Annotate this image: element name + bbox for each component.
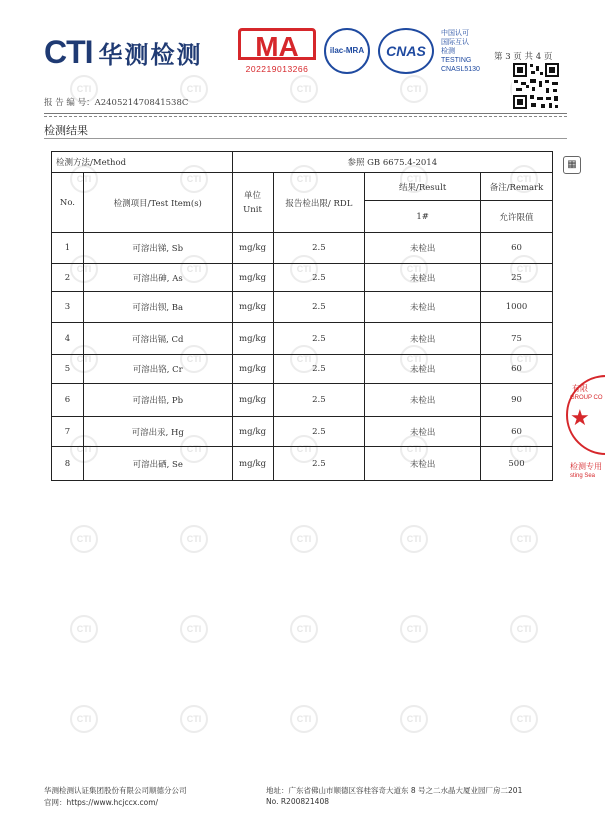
seal-text: GROUP CO	[570, 395, 603, 401]
cell-result: 未检出	[365, 264, 481, 292]
seal-text: 检测专用	[570, 462, 602, 471]
cell-item: 可溶出汞, Hg	[83, 417, 232, 447]
watermark-logo-icon: CTI	[70, 165, 98, 193]
cell-rdl: 2.5	[273, 233, 365, 264]
watermark-logo-icon: CTI	[400, 345, 428, 373]
header-result-sample: 1#	[365, 201, 481, 233]
cell-remark: 500	[481, 447, 553, 481]
section-title: 检测结果	[44, 124, 88, 137]
footer-website[interactable]: 官网：https://www.hcjccx.com/	[44, 798, 159, 807]
watermark-logo-icon: CTI	[180, 615, 208, 643]
cell-unit: mg/kg	[232, 233, 273, 264]
watermark-logo-icon: CTI	[510, 615, 538, 643]
watermark-logo-icon: CTI	[290, 345, 318, 373]
watermark-logo-icon: CTI	[180, 165, 208, 193]
method-value: 参照 GB 6675.4-2014	[232, 152, 552, 173]
table-header-row	[52, 173, 553, 201]
cell-no: 1	[52, 233, 84, 264]
watermark-logo-icon: CTI	[70, 75, 98, 103]
header-no: No.	[52, 173, 84, 233]
watermark-logo-icon: CTI	[180, 255, 208, 283]
table-row	[52, 447, 553, 481]
cell-no: 8	[52, 447, 84, 481]
method-label: 检测方法/Method	[52, 152, 233, 173]
cell-remark: 75	[481, 323, 553, 355]
watermark-logo-icon: CTI	[290, 435, 318, 463]
header-item: 检测项目/Test Item(s)	[83, 173, 232, 233]
watermark-logo-icon: CTI	[510, 705, 538, 733]
watermark-logo-icon: CTI	[400, 525, 428, 553]
header-divider-dashed	[44, 116, 567, 117]
cell-item: 可溶出硒, Se	[83, 447, 232, 481]
header-remark: 备注/Remark	[481, 173, 553, 201]
cell-result: 未检出	[365, 417, 481, 447]
watermark-logo-icon: CTI	[70, 255, 98, 283]
company-seal	[566, 375, 605, 479]
cell-item: 可溶出钡, Ba	[83, 292, 232, 323]
cnas-accreditation-text	[441, 29, 480, 74]
cell-rdl: 2.5	[273, 447, 365, 481]
cnas-logo: CNAS	[378, 28, 434, 74]
watermark-logo-icon: CTI	[70, 525, 98, 553]
cell-unit: mg/kg	[232, 292, 273, 323]
cnas-line: CNASL5130	[441, 66, 480, 73]
cell-result: 未检出	[365, 355, 481, 384]
cell-no: 7	[52, 417, 84, 447]
cell-unit: mg/kg	[232, 323, 273, 355]
cell-remark: 90	[481, 384, 553, 417]
cell-remark: 60	[481, 417, 553, 447]
table-row	[52, 233, 553, 264]
cell-unit: mg/kg	[232, 264, 273, 292]
header-unit: 单位 Unit	[232, 173, 273, 233]
cnas-line: 检测	[441, 48, 455, 55]
watermark-logo-icon: CTI	[180, 345, 208, 373]
footer-address: 地址：广东省佛山市顺德区容桂容奇大道东 8 号之二水晶大厦业园厂房二201	[266, 786, 523, 795]
cell-rdl: 2.5	[273, 292, 365, 323]
watermark-logo-icon: CTI	[70, 705, 98, 733]
cell-result: 未检出	[365, 233, 481, 264]
cnas-line: 国际互认	[441, 39, 469, 46]
ilac-mra-logo: ilac-MRA	[324, 28, 370, 74]
footer-doc-number: No. R200821408	[266, 797, 329, 806]
watermark-logo-icon: CTI	[510, 525, 538, 553]
cell-unit: mg/kg	[232, 355, 273, 384]
header-result: 结果/Result	[365, 173, 481, 201]
cell-item: 可溶出砷, As	[83, 264, 232, 292]
table-row	[52, 355, 553, 384]
cell-result: 未检出	[365, 323, 481, 355]
method-row	[52, 152, 553, 173]
watermark-logo-icon: CTI	[70, 435, 98, 463]
header-remark-limit: 允许限值	[481, 201, 553, 233]
watermark-logo-icon: CTI	[510, 435, 538, 463]
cell-no: 6	[52, 384, 84, 417]
cell-item: 可溶出铬, Cr	[83, 355, 232, 384]
watermark-logo-icon: CTI	[180, 75, 208, 103]
watermark-logo-icon: CTI	[510, 255, 538, 283]
watermark-logo-icon: CTI	[400, 255, 428, 283]
watermark-logo-icon: CTI	[180, 705, 208, 733]
watermark-logo-icon: CTI	[510, 345, 538, 373]
results-table	[51, 151, 553, 481]
table-row	[52, 384, 553, 417]
cma-number: 202219013266	[245, 64, 309, 74]
cell-no: 5	[52, 355, 84, 384]
watermark-logo-icon: CTI	[290, 75, 318, 103]
watermark-logo-icon: CTI	[400, 75, 428, 103]
cnas-line: TESTING	[441, 57, 472, 64]
qr-code	[512, 62, 560, 110]
section-divider	[44, 138, 567, 139]
cell-rdl: 2.5	[273, 355, 365, 384]
cell-result: 未检出	[365, 447, 481, 481]
table-row	[52, 292, 553, 323]
cell-remark: 1000	[481, 292, 553, 323]
cell-no: 2	[52, 264, 84, 292]
watermark-logo-icon: CTI	[290, 165, 318, 193]
footer-company: 华测检测认证集团股份有限公司顺德分公司	[44, 786, 187, 795]
watermark-logo-icon: CTI	[400, 435, 428, 463]
cti-logo	[44, 34, 203, 71]
watermark-logo-icon: CTI	[510, 165, 538, 193]
cnas-line: 中国认可	[441, 30, 469, 37]
cma-mark: MA	[238, 28, 316, 60]
cti-logo-chinese: 华测检测	[98, 42, 203, 69]
watermark-logo-icon: CTI	[400, 165, 428, 193]
watermark-logo-icon: CTI	[290, 255, 318, 283]
cell-remark: 60	[481, 233, 553, 264]
table-row	[52, 417, 553, 447]
seal-text: 有限	[572, 384, 588, 393]
page-number: 第 3 页 共 4 页	[494, 52, 553, 62]
cell-rdl: 2.5	[273, 264, 365, 292]
cell-no: 3	[52, 292, 84, 323]
header-divider	[44, 113, 567, 114]
cell-unit: mg/kg	[232, 447, 273, 481]
cell-remark: 60	[481, 355, 553, 384]
watermark-logo-icon: CTI	[290, 705, 318, 733]
scan-qr-icon[interactable]: ▦	[563, 156, 581, 174]
cell-result: 未检出	[365, 292, 481, 323]
table-row	[52, 323, 553, 355]
watermark-logo-icon: CTI	[400, 615, 428, 643]
cell-unit: mg/kg	[232, 417, 273, 447]
seal-text: sting Sea	[570, 473, 596, 479]
seal-star-icon: ★	[570, 405, 590, 430]
watermark-logo-icon: CTI	[400, 705, 428, 733]
cell-result: 未检出	[365, 384, 481, 417]
cma-certification-logo	[238, 28, 316, 76]
cell-rdl: 2.5	[273, 417, 365, 447]
cell-item: 可溶出锑, Sb	[83, 233, 232, 264]
watermark-logo-icon: CTI	[70, 345, 98, 373]
watermark-logo-icon: CTI	[70, 615, 98, 643]
watermark-logo-icon: CTI	[290, 615, 318, 643]
report-number: 报 告 编 号：A240521470841538C	[44, 98, 189, 108]
cell-unit: mg/kg	[232, 384, 273, 417]
cell-rdl: 2.5	[273, 323, 365, 355]
watermark-logo-icon: CTI	[180, 435, 208, 463]
cti-logo-mark: CTI	[44, 34, 93, 70]
header-rdl: 报告检出限/ RDL	[273, 173, 365, 233]
watermark-logo-icon: CTI	[290, 525, 318, 553]
cell-no: 4	[52, 323, 84, 355]
watermark-logo-icon: CTI	[180, 525, 208, 553]
cell-rdl: 2.5	[273, 384, 365, 417]
cell-item: 可溶出铅, Pb	[83, 384, 232, 417]
cell-remark: 25	[481, 264, 553, 292]
cell-item: 可溶出镉, Cd	[83, 323, 232, 355]
table-row	[52, 264, 553, 292]
